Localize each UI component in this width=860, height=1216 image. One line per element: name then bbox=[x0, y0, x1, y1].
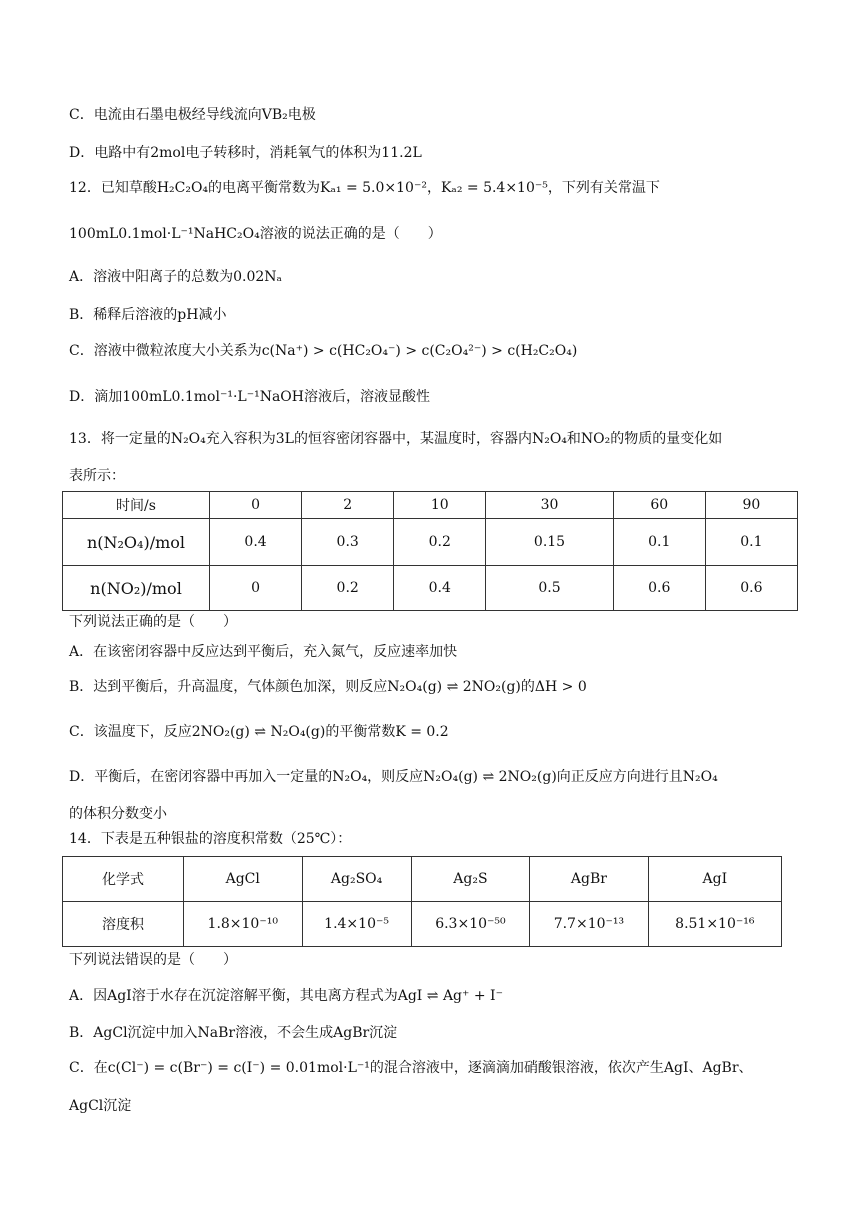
q14-option-c-line1: C．在c(Cl⁻) = c(Br⁻) = c(I⁻) = 0.01mol·L⁻¹的混合溶液中，逐滴滴加硝酸银溶液，依次产生AgI、AgBr、 bbox=[69, 1060, 753, 1076]
q14-cell: 1.4×10⁻⁵ bbox=[302, 902, 411, 947]
q14-header-cell: AgI bbox=[648, 857, 781, 902]
q13-header-cell: 时间/s bbox=[63, 492, 210, 519]
q12-option-c: C．溶液中微粒浓度大小关系为c(Na⁺) > c(HC₂O₄⁻) > c(C₂O₄²⁻) > c(H₂C₂O₄) bbox=[69, 343, 578, 359]
q11-option-d: D．电路中有2mol电子转移时，消耗氧气的体积为11.2L bbox=[69, 145, 422, 161]
q13-cell: 0 bbox=[210, 566, 302, 611]
q14-header-cell: AgBr bbox=[530, 857, 649, 902]
q13-cell: 0.5 bbox=[486, 566, 613, 611]
q13-header-cell: 30 bbox=[486, 492, 613, 519]
q14-header-cell: Ag₂S bbox=[411, 857, 530, 902]
q12-option-d: D．滴加100mL0.1mol⁻¹·L⁻¹NaOH溶液后，溶液显酸性 bbox=[69, 389, 430, 405]
q13-header-cell: 90 bbox=[705, 492, 797, 519]
q11-option-c: C．电流由石墨电极经导线流向VB₂电极 bbox=[69, 107, 316, 123]
q13-cell: 0.15 bbox=[486, 519, 613, 566]
q14-header-cell: AgCl bbox=[184, 857, 303, 902]
q13-cell: 0.2 bbox=[302, 566, 394, 611]
q13-data-table bbox=[62, 491, 798, 611]
q13-stem-line2: 表所示： bbox=[69, 468, 125, 484]
q13-header-cell: 60 bbox=[613, 492, 705, 519]
q13-option-b: B．达到平衡后，升高温度，气体颜色加深，则反应N₂O₄(g) ⇌ 2NO₂(g)的ΔH > 0 bbox=[69, 679, 587, 695]
q14-option-c-line2: AgCl沉淀 bbox=[69, 1098, 132, 1114]
q12-option-b: B．稀释后溶液的pH减小 bbox=[69, 307, 227, 323]
q12-stem-line2: 100mL0.1mol·L⁻¹NaHC₂O₄溶液的说法正确的是（ ） bbox=[69, 226, 442, 242]
q14-table-value-row bbox=[63, 902, 782, 947]
q13-cell: 0.4 bbox=[394, 566, 486, 611]
q13-ask: 下列说法正确的是（ ） bbox=[69, 614, 237, 630]
q14-table-header-row bbox=[63, 857, 782, 902]
q13-header-cell: 10 bbox=[394, 492, 486, 519]
q13-header-cell: 0 bbox=[210, 492, 302, 519]
q14-header-cell: 化学式 bbox=[63, 857, 184, 902]
q14-stem: 14．下表是五种银盐的溶度积常数（25℃）： bbox=[69, 831, 352, 847]
q13-header-cell: 2 bbox=[302, 492, 394, 519]
q14-row-label: 溶度积 bbox=[63, 902, 184, 947]
q14-ask: 下列说法错误的是（ ） bbox=[69, 952, 237, 968]
q13-stem-line1: 13．将一定量的N₂O₄充入容积为3L的恒容密闭容器中，某温度时，容器内N₂O₄和NO₂的物质的量变化如 bbox=[69, 431, 723, 447]
q13-cell: 0.4 bbox=[210, 519, 302, 566]
q14-option-a: A．因AgI溶于水存在沉淀溶解平衡，其电离方程式为AgI ⇌ Ag⁺ + I⁻ bbox=[69, 988, 503, 1004]
q13-cell: 0.6 bbox=[705, 566, 797, 611]
q12-option-a: A．溶液中阳离子的总数为0.02Nₐ bbox=[69, 269, 282, 285]
q13-row-label: n(N₂O₄)/mol bbox=[63, 519, 210, 566]
q13-table-row-n2o4 bbox=[63, 519, 798, 566]
q13-option-d-line1: D．平衡后，在密闭容器中再加入一定量的N₂O₄，则反应N₂O₄(g) ⇌ 2NO₂(g)向正反应方向进行且N₂O₄ bbox=[69, 769, 718, 785]
q14-cell: 8.51×10⁻¹⁶ bbox=[648, 902, 781, 947]
q13-cell: 0.2 bbox=[394, 519, 486, 566]
q14-cell: 7.7×10⁻¹³ bbox=[530, 902, 649, 947]
q13-cell: 0.3 bbox=[302, 519, 394, 566]
q13-option-c: C．该温度下，反应2NO₂(g) ⇌ N₂O₄(g)的平衡常数K = 0.2 bbox=[69, 724, 449, 740]
q13-table-row-no2 bbox=[63, 566, 798, 611]
q12-stem-line1: 12．已知草酸H₂C₂O₄的电离平衡常数为Kₐ₁ = 5.0×10⁻²，Kₐ₂ = 5.4×10⁻⁵，下列有关常温下 bbox=[69, 180, 660, 196]
q14-option-b: B．AgCl沉淀中加入NaBr溶液，不会生成AgBr沉淀 bbox=[69, 1025, 398, 1041]
q14-cell: 1.8×10⁻¹⁰ bbox=[184, 902, 303, 947]
q13-cell: 0.1 bbox=[613, 519, 705, 566]
q13-option-d-line2: 的体积分数变小 bbox=[69, 806, 167, 822]
q13-cell: 0.6 bbox=[613, 566, 705, 611]
q13-option-a: A．在该密闭容器中反应达到平衡后，充入氮气，反应速率加快 bbox=[69, 644, 458, 660]
q14-solubility-table bbox=[62, 856, 782, 947]
q13-cell: 0.1 bbox=[705, 519, 797, 566]
q14-header-cell: Ag₂SO₄ bbox=[302, 857, 411, 902]
q13-row-label: n(NO₂)/mol bbox=[63, 566, 210, 611]
q14-cell: 6.3×10⁻⁵⁰ bbox=[411, 902, 530, 947]
q13-table-header-row bbox=[63, 492, 798, 519]
